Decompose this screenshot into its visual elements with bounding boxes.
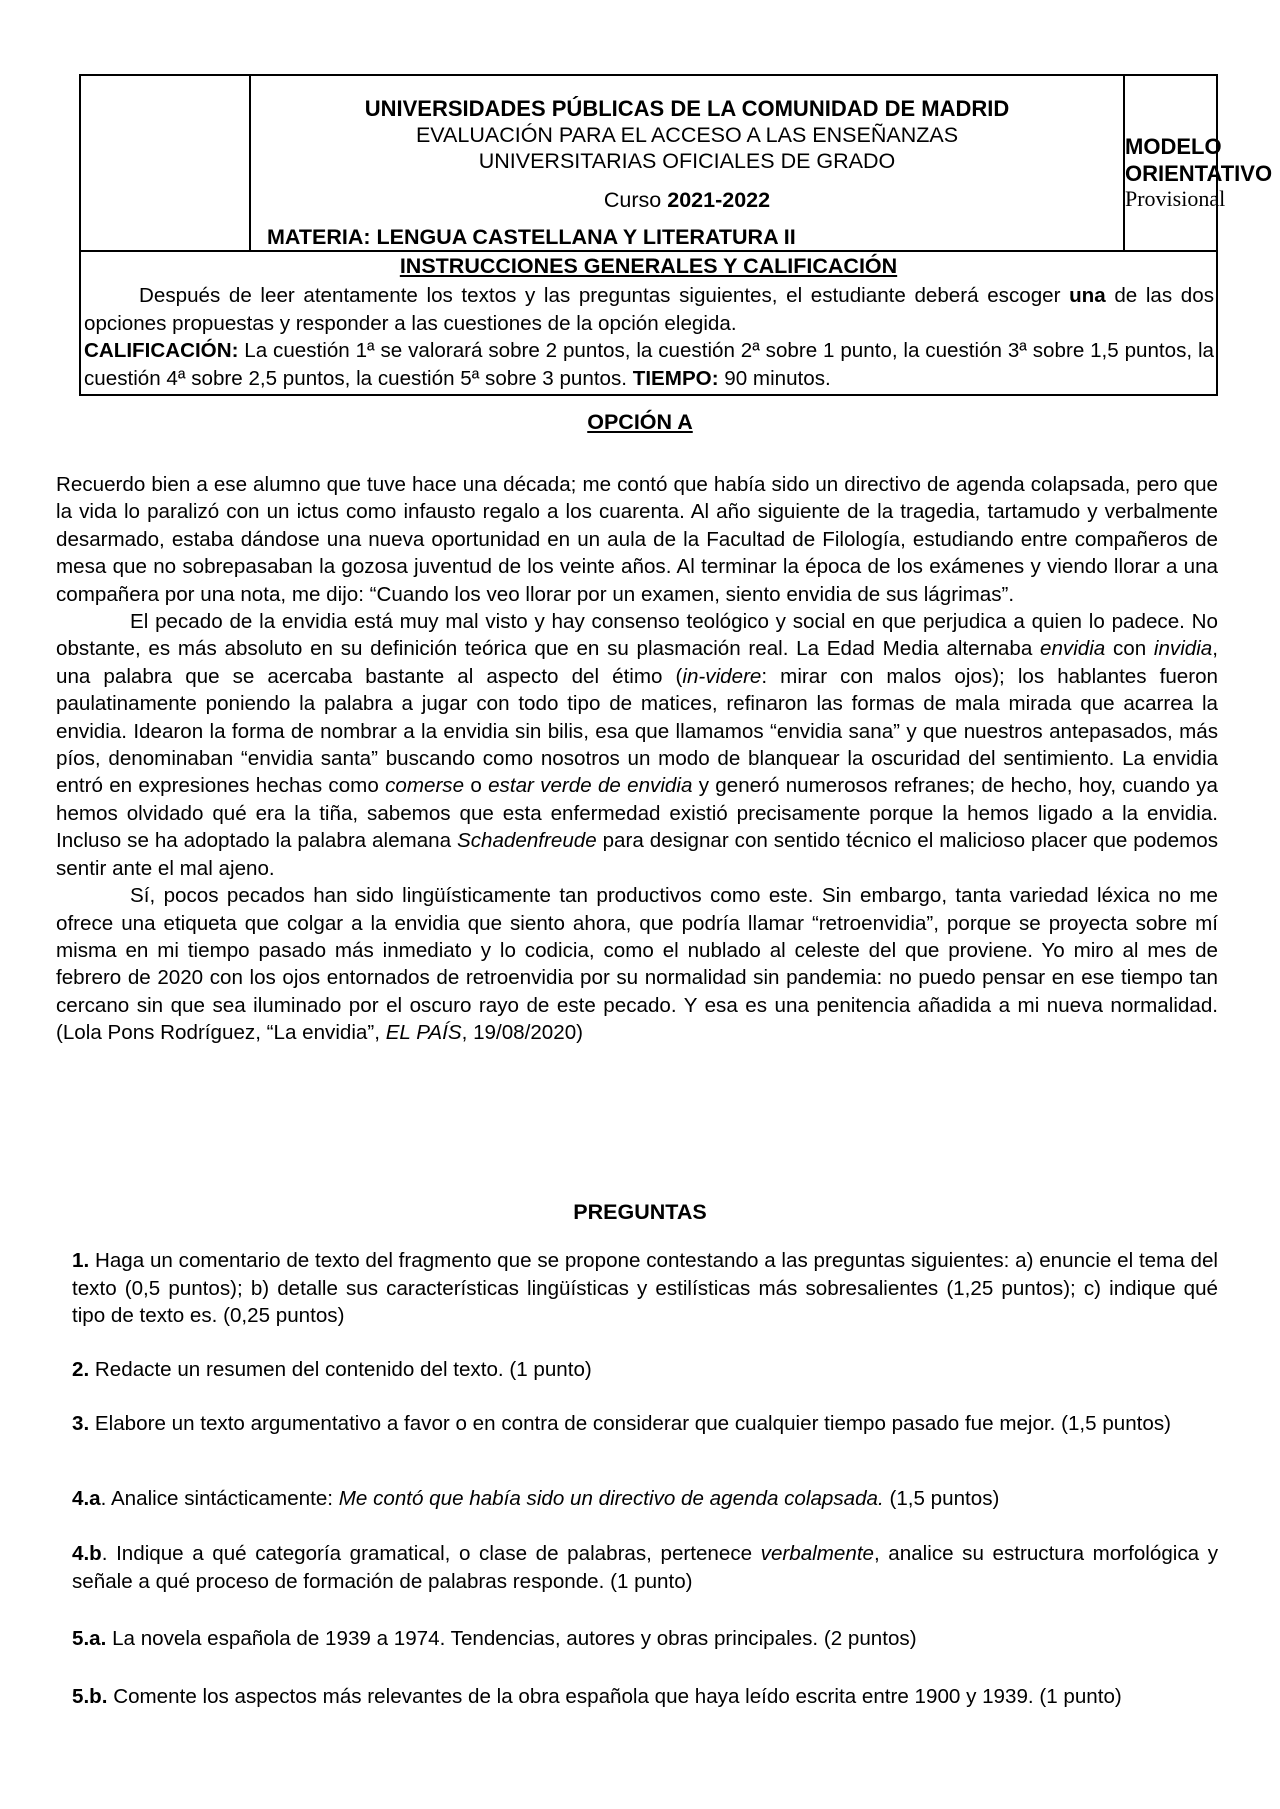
instructions-bold-una: una <box>1069 284 1106 307</box>
course-value: 2021-2022 <box>667 188 771 212</box>
question-number: 4.b <box>72 1542 102 1565</box>
time-label: TIEMPO: <box>632 366 719 390</box>
course <box>251 188 1123 213</box>
p2-text: y generó numerosos refranes; de hecho, hoy, cuando ya hemos olvidado qué era la tiña, sabemos que esta enfermedad existió precisamente porque la hemos ligado a la envidia. Incluso se ha adoptado la palabra alemana <box>56 774 1218 853</box>
p2-italic: invidia <box>1153 637 1213 661</box>
p2-text: : mirar con malos ojos); los hablantes fueron paulatinamente poniendo la palabra a jugar con todo tipo de matices, refinaron las formas de mala mirada que acarrea la envidia. Idearon la forma de nombrar a la envidia sin bilis, esa que llamamos “envidia sana” y que nuestros antepasados, más píos, denominaban “envidia santa” buscando como nosotros un modo de blanquear la oscuridad del sentimiento. La envidia entró en expresiones hechas como <box>56 664 1218 798</box>
model-line-2: ORIENTATIVO <box>1125 161 1273 186</box>
question-number: 4.a <box>72 1487 101 1510</box>
p2-text: , una palabra que se acercaba bastante al aspecto del étimo ( <box>56 637 1218 688</box>
question-text: Haga un comentario de texto del fragmento que se propone contestando a las preguntas siguientes: a) enuncie el tema del texto (0,5 puntos); b) detalle sus características lingüísticas y estilísticas más sobresalientes (1,25 puntos); c) indique qué tipo de texto es. (0,25 puntos) <box>72 1249 1218 1327</box>
question-number: 1. <box>72 1249 90 1272</box>
instructions-text-end: de las dos opciones propuestas y responder a las cuestiones de la opción elegida. <box>84 284 1214 335</box>
question-italic: Me contó que había sido un directivo de agenda colapsada. <box>338 1487 884 1510</box>
article-paragraph-2 <box>56 608 1218 882</box>
grading-label: CALIFICACIÓN: <box>84 339 239 362</box>
question-text: La novela española de 1939 a 1974. Tendencias, autores y obras principales. (2 puntos) <box>106 1627 917 1650</box>
p3-text: Sí, pocos pecados han sido lingüísticamente tan productivos como este. Sin embargo, tanta variedad léxica no me ofrece una etiqueta que colgar a la envidia que siento ahora, que podría llamar “retroenvidia”, porque se proyecta sobre mí misma en mi tiempo pasado más inmediato y lo codicia, como el nublado al celeste del que proviene. Yo miro al mes de febrero de 2020 con los ojos entornados de retroenvidia por su normalidad sin pandemia: no puedo pensar en ese tiempo tan cercano sin que sea iluminado por el oscuro rayo de este pecado. Y esa es una penitencia añadida a mi nueva normalidad. (Lola Pons Rodríguez, “La envidia”, <box>56 884 1218 1045</box>
p2-italic: envidia <box>1039 637 1106 661</box>
p2-italic: Schadenfreude <box>456 829 597 853</box>
instructions-body <box>84 282 1214 392</box>
p2-text: para designar con sentido técnico el malicioso placer que podemos sentir ante el mal ajeno. <box>56 829 1219 880</box>
article-text <box>56 471 1218 1047</box>
evaluation-line-2: UNIVERSITARIAS OFICIALES DE GRADO <box>478 149 896 173</box>
instructions-paragraph <box>84 282 1214 337</box>
p2-italic: estar verde de envidia <box>488 774 693 798</box>
option-title: OPCIÓN A <box>587 410 693 434</box>
model-cell <box>1123 76 1273 250</box>
grading-paragraph <box>84 337 1214 392</box>
question-text: Comente los aspectos más relevantes de la obra española que haya leído escrita entre 1900 y 1939. (1 punto) <box>107 1685 1122 1708</box>
p3-italic-source: EL PAÍS <box>385 1021 462 1045</box>
logo-cell <box>81 76 251 250</box>
questions-title: PREGUNTAS <box>573 1200 707 1224</box>
p2-italic: comerse <box>385 774 465 798</box>
question-text: . Analice sintácticamente: <box>100 1487 339 1510</box>
exam-header-box <box>79 74 1273 396</box>
p2-italic: in-videre <box>682 664 762 688</box>
question-text: . Indique a qué categoría gramatical, o clase de palabras, pertenece <box>101 1542 761 1565</box>
question-1 <box>72 1247 1218 1330</box>
question-number: 3. <box>72 1412 90 1435</box>
question-italic: verbalmente <box>760 1542 874 1565</box>
instructions-title: INSTRUCCIONES GENERALES Y CALIFICACIÓN <box>399 254 898 278</box>
header-row <box>81 76 1273 252</box>
article-paragraph-3 <box>56 882 1218 1046</box>
question-4a <box>72 1485 1218 1513</box>
question-number: 5.a. <box>72 1627 107 1650</box>
time-text: 90 minutos. <box>718 366 831 390</box>
provisional-label: Provisional <box>1125 186 1226 211</box>
p2-text: con <box>1105 637 1154 661</box>
evaluation-line-1: EVALUACIÓN PARA EL ACCESO A LAS ENSEÑANZAS <box>415 123 959 147</box>
model-line-1: MODELO <box>1125 134 1222 159</box>
model-label <box>1125 133 1273 187</box>
university-title: UNIVERSIDADES PÚBLICAS DE LA COMUNIDAD DE MADRID <box>364 96 1010 121</box>
p2-text: o <box>464 774 489 798</box>
instructions-text: Después de leer atentamente los textos y las preguntas siguientes, el estudiante deberá escoger <box>139 284 1070 307</box>
question-3 <box>72 1410 1218 1438</box>
p2-text: El pecado de la envidia está muy mal visto y hay consenso teológico y social en que perjudica a quien lo padece. No obstante, es más absoluto en su definición teórica que en su plasmación real. La Edad Media alternaba <box>56 610 1218 661</box>
question-text: Elabore un texto argumentativo a favor o en contra de considerar que cualquier tiempo pasado fue mejor. (1,5 puntos) <box>89 1412 1172 1435</box>
question-text: , analice su estructura morfológica y señale a qué proceso de formación de palabras responde. (1 punto) <box>72 1542 1218 1593</box>
grading-text: La cuestión 1ª se valorará sobre 2 puntos, la cuestión 2ª sobre 1 punto, la cuestión 3ª sobre 1,5 puntos, la cuestión 4ª sobre 2,5 puntos, la cuestión 5ª sobre 3 puntos. <box>84 339 1214 390</box>
subject: MATERIA: LENGUA CASTELLANA Y LITERATURA II <box>267 225 796 249</box>
course-label: Curso <box>603 188 662 212</box>
title-cell <box>251 76 1123 250</box>
question-number: 5.b. <box>72 1685 108 1708</box>
question-2 <box>72 1356 1218 1384</box>
question-5a <box>72 1625 1218 1653</box>
question-4b <box>72 1540 1218 1595</box>
article-paragraph-1: Recuerdo bien a ese alumno que tuve hace una década; me contó que había sido un directivo de agenda colapsada, pero que la vida lo paralizó con un ictus como infausto regalo a los cuarenta. Al año siguiente de la tragedia, tartamudo y verbalmente desarmado, estaba dándose una nueva oportunidad en un aula de la Facultad de Filología, estudiando entre compañeros de mesa que no sobrepasaban la gozosa juventud de los veinte años. Al terminar la época de los exámenes y viendo llorar a una compañera por una nota, me dijo: “Cuando los veo llorar por un examen, siento envidia de sus lágrimas”. <box>56 473 1218 606</box>
question-text: Redacte un resumen del contenido del texto. (1 punto) <box>89 1358 592 1381</box>
question-5b <box>72 1683 1218 1711</box>
p3-text-end: , 19/08/2020) <box>461 1021 584 1045</box>
question-text: (1,5 puntos) <box>883 1487 1000 1510</box>
question-number: 2. <box>72 1358 90 1381</box>
